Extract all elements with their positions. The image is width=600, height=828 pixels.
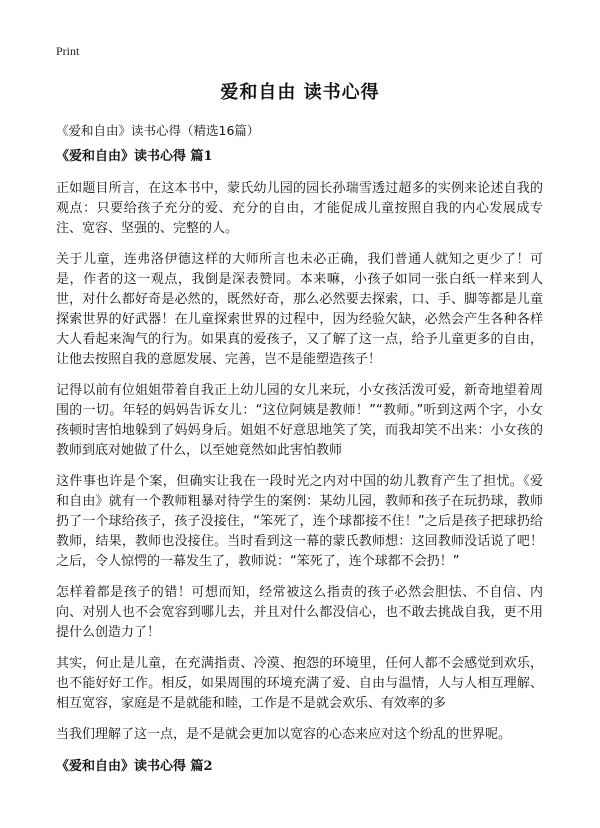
paragraph: 其实，何止是儿童，在充满指责、冷漠、抱怨的环境里，任何人都不会感觉到欢乐，也不能好好工作。相反，如果周围的环境充满了爱、自由与温情，人与人相互理解、相互宽容，家庭是不是就能和睦，工作是不是就会欢乐、有效率的多 [56, 656, 543, 711]
paragraph: 关于儿童，连弗洛伊德这样的大师所言也未必正确，我们普通人就知之更少了！可是，作者的这一观点，我倒是深表赞同。本来嘛，小孩子如同一张白纸一样来到人世，对什么都好奇是必然的，既然好奇，那么必然要去探索，口、手、脚等都是儿童探索世界的好武器！在儿童探索世界的过程中，因为经验欠缺，必然会产生各种各样大人看起来淘气的行为。如果真的爱孩子，又了解了这一点，给予儿童更多的自由，让他去按照自我的意愿发展、完善，岂不是能塑造孩子！ [56, 252, 543, 367]
paragraph: 记得以前有位姐姐带着自我正上幼儿园的女儿来玩，小女孩活泼可爱，新奇地望着周围的一切。年轻的妈妈告诉女儿：“这位阿姨是教师！”“教师。”听到这两个字，小女孩顿时害怕地躲到了妈妈身后。姐姐不好意思地笑了笑，而我却笑不出来：小女孩的教师到底对她做了什么，以至她竟然如此害怕教师 [56, 383, 543, 458]
article-body [56, 148, 543, 789]
section-heading-2: 《爱和自由》读书心得 篇2 [56, 759, 213, 774]
print-link[interactable]: Print [56, 44, 80, 58]
article-subtitle: 《爱和自由》读书心得（精选16篇） [56, 123, 260, 138]
paragraph: 正如题目所言，在这本书中，蒙氏幼儿园的园长孙瑞雪透过超多的实例来论述自我的观点：只要给孩子充分的爱、充分的自由，才能促成儿童按照自我的内心发展成专注、宽容、坚强的、完整的人。 [56, 181, 543, 236]
page-title: 爱和自由 读书心得 [220, 82, 380, 103]
paragraph: 这件事也许是个案，但确实让我在一段时光之内对中国的幼儿教育产生了担忧。《爱和自由》就有一个教师粗暴对待学生的案例：某幼儿园，教师和孩子在玩扔球，教师扔了一个球给孩子，孩子没接住，“笨死了，连个球都接不住！”之后是孩子把球扔给教师，结果，教师也没接住。当时看到这一幕的蒙氏教师想：这回教师没话说了吧！之后，令人惊愕的一幕发生了，教师说：“笨死了，连个球都不会扔！” [56, 474, 543, 569]
section-heading-1: 《爱和自由》读书心得 篇1 [56, 149, 213, 164]
paragraph: 当我们理解了这一点，是不是就会更加以宽容的心态来应对这个纷乱的世界呢。 [56, 727, 512, 742]
paragraph: 怎样着都是孩子的错！可想而知，经常被这么指责的孩子必然会胆怯、不自信、内向、对别人也不会宽容到哪儿去，并且对什么都没信心，也不敢去挑战自我，更不用提什么创造力了！ [56, 585, 543, 640]
